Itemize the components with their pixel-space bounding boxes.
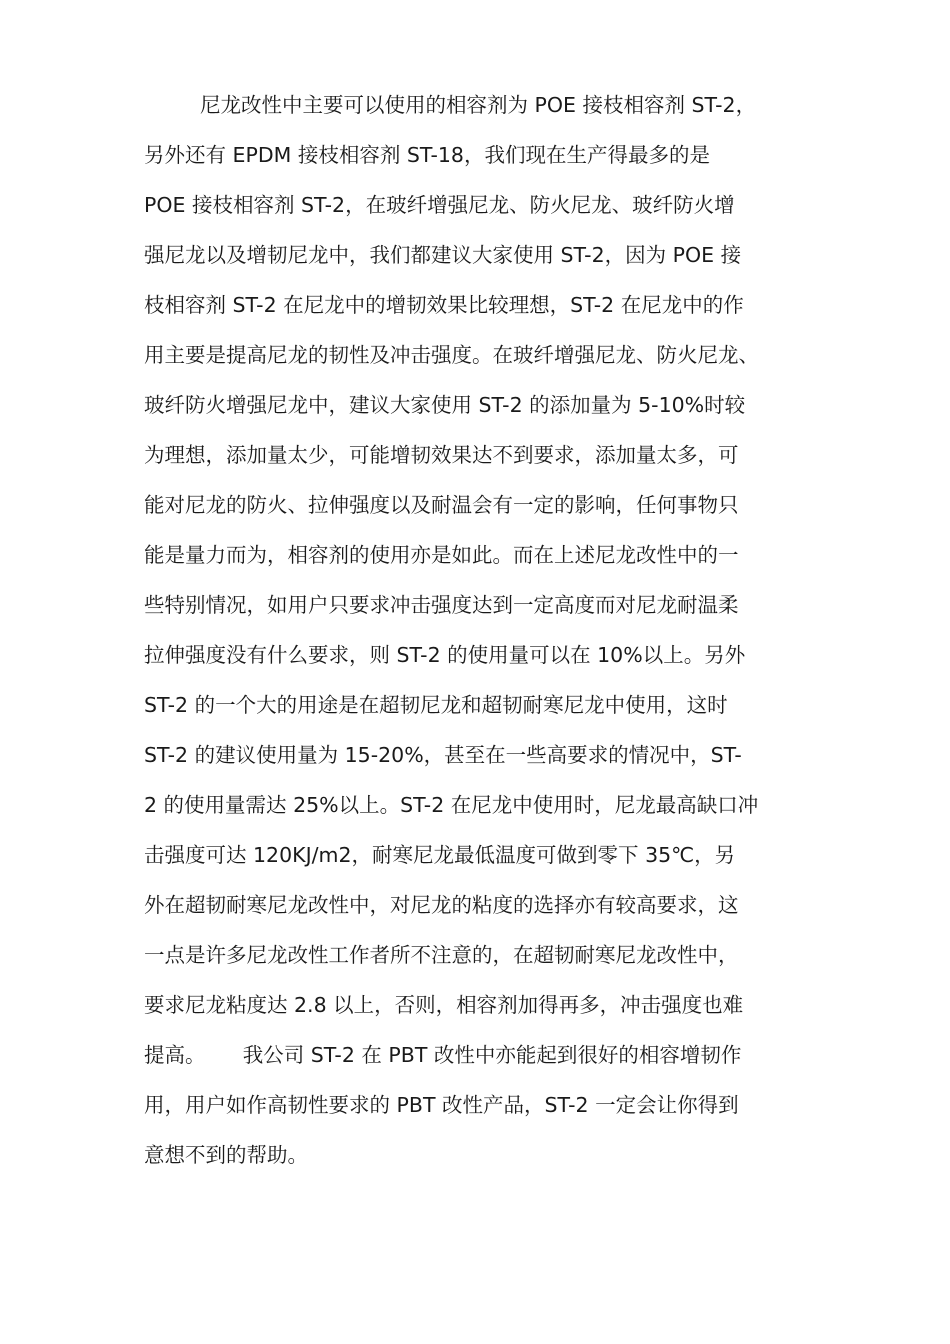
paragraph-line-18: 一点是许多尼龙改性工作者所不注意的，在超韧耐寒尼龙改性中，: [144, 943, 739, 967]
paragraph-line-5: 枝相容剂 ST-2 在尼龙中的增韧效果比较理想，ST-2 在尼龙中的作: [144, 293, 744, 317]
paragraph-line-9: 能对尼龙的防火、拉伸强度以及耐温会有一定的影响，任何事物只: [144, 493, 739, 517]
paragraph-line-1: 尼龙改性中主要可以使用的相容剂为 POE 接枝相容剂 ST-2，: [200, 93, 757, 117]
paragraph-line-6: 用主要是提高尼龙的韧性及冲击强度。在玻纤增强尼龙、防火尼龙、: [144, 343, 759, 367]
paragraph-line-14: ST-2 的建议使用量为 15-20%，甚至在一些高要求的情况中，ST-: [144, 743, 742, 767]
paragraph-line-20: 提高。 我公司 ST-2 在 PBT 改性中亦能起到很好的相容增韧作: [144, 1043, 742, 1067]
paragraph-line-15: 2 的使用量需达 25%以上。ST-2 在尼龙中使用时，尼龙最高缺口冲: [144, 793, 759, 817]
paragraph-line-12: 拉伸强度没有什么要求，则 ST-2 的使用量可以在 10%以上。另外: [144, 643, 746, 667]
paragraph-line-13: ST-2 的一个大的用途是在超韧尼龙和超韧耐寒尼龙中使用，这时: [144, 693, 728, 717]
paragraph-line-17: 外在超韧耐寒尼龙改性中，对尼龙的粘度的选择亦有较高要求，这: [144, 893, 739, 917]
paragraph-line-21: 用，用户如作高韧性要求的 PBT 改性产品，ST-2 一定会让你得到: [144, 1093, 739, 1117]
paragraph-line-2: 另外还有 EPDM 接枝相容剂 ST-18，我们现在生产得最多的是: [144, 143, 710, 167]
paragraph-line-8: 为理想，添加量太少，可能增韧效果达不到要求，添加量太多，可: [144, 443, 739, 467]
body-paragraph: [144, 80, 814, 1180]
paragraph-line-7: 玻纤防火增强尼龙中，建议大家使用 ST-2 的添加量为 5-10%时较: [144, 393, 746, 417]
paragraph-line-3: POE 接枝相容剂 ST-2，在玻纤增强尼龙、防火尼龙、玻纤防火增: [144, 193, 735, 217]
paragraph-line-16: 击强度可达 120KJ/m2，耐寒尼龙最低温度可做到零下 35℃，另: [144, 843, 736, 867]
paragraph-line-10: 能是量力而为，相容剂的使用亦是如此。而在上述尼龙改性中的一: [144, 543, 739, 567]
paragraph-line-4: 强尼龙以及增韧尼龙中，我们都建议大家使用 ST-2，因为 POE 接: [144, 243, 742, 267]
paragraph-line-11: 些特别情况，如用户只要求冲击强度达到一定高度而对尼龙耐温柔: [144, 593, 739, 617]
paragraph-line-22: 意想不到的帮助。: [144, 1143, 308, 1167]
paragraph-line-19: 要求尼龙粘度达 2.8 以上，否则，相容剂加得再多，冲击强度也难: [144, 993, 744, 1017]
